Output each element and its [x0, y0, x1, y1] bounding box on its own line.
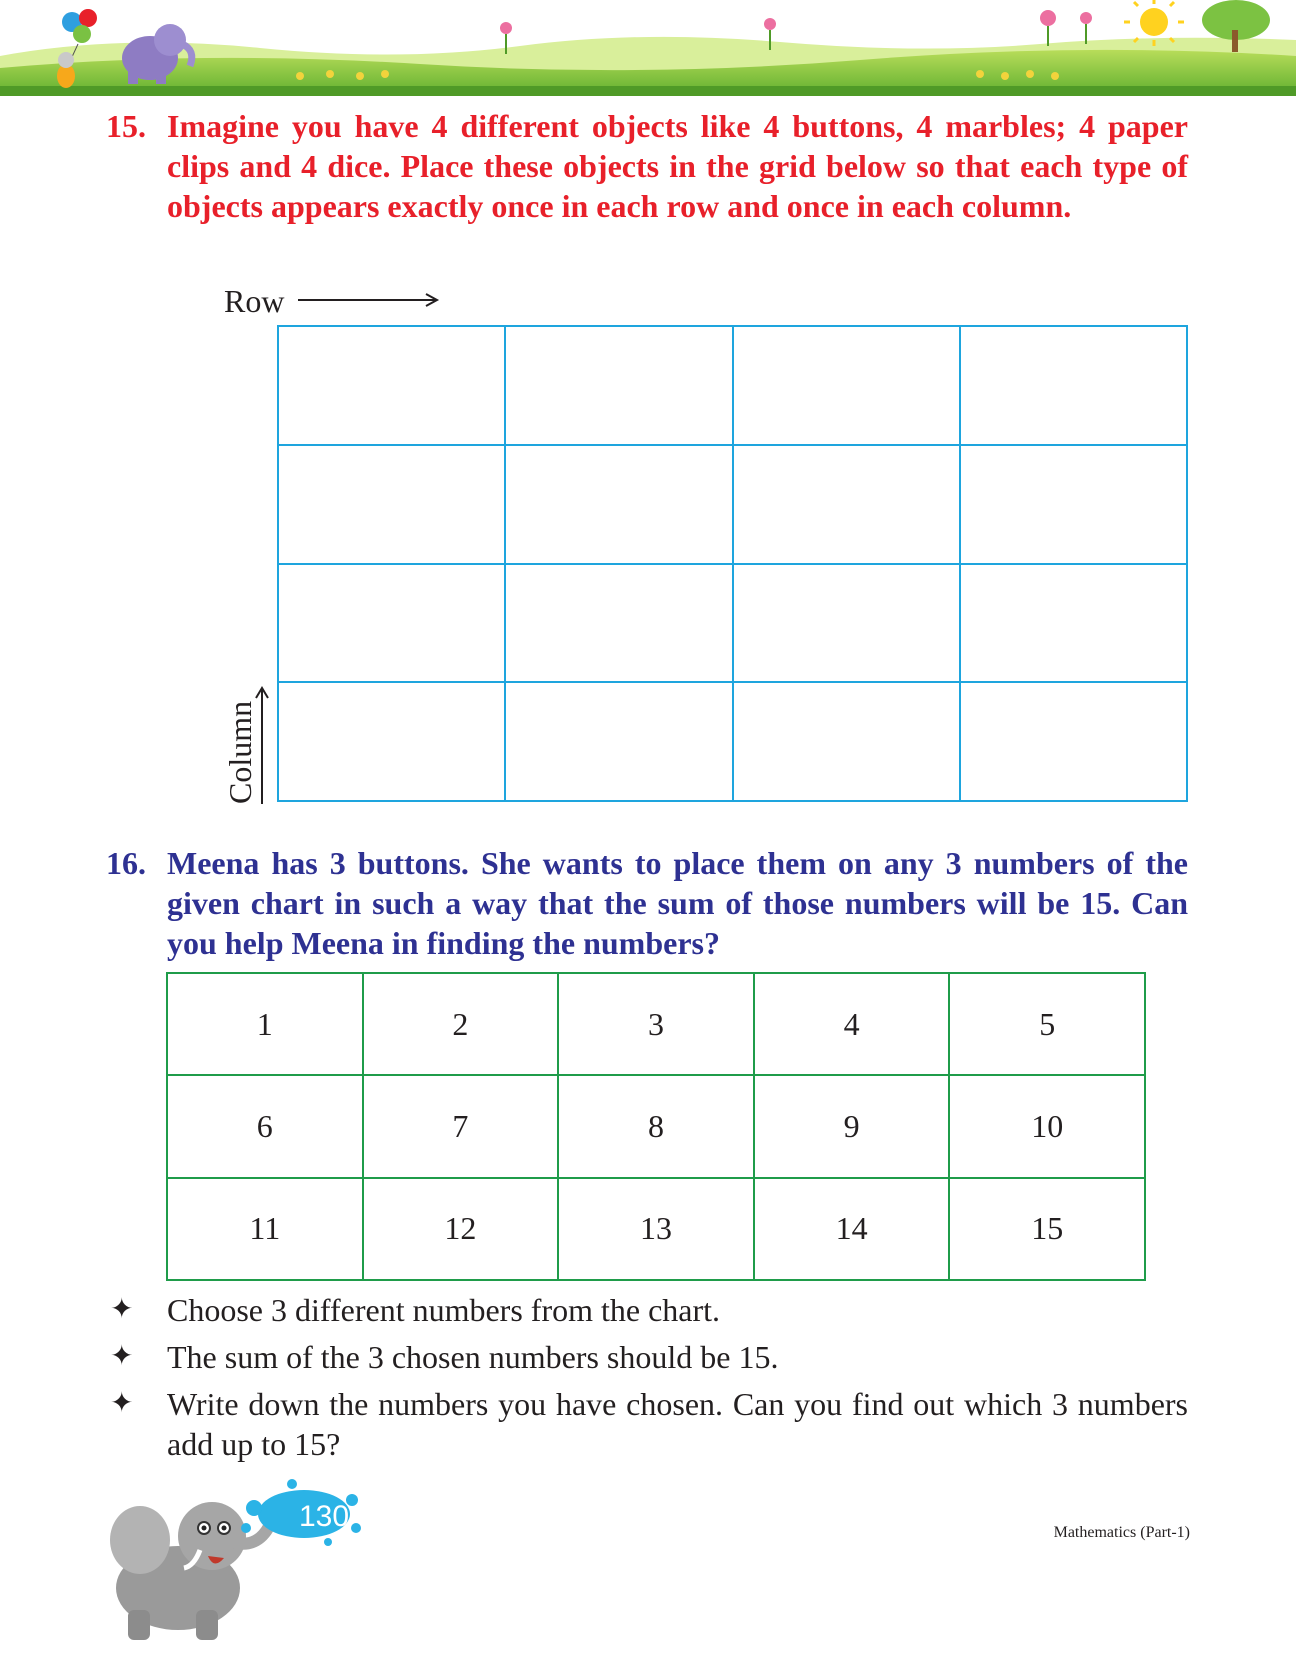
grid-cell[interactable] — [505, 682, 732, 801]
list-item-text: Choose 3 different numbers from the chart. — [167, 1292, 721, 1328]
chart-cell[interactable]: 2 — [363, 973, 559, 1075]
chart-cell[interactable]: 7 — [363, 1075, 559, 1177]
page-number: 130 — [298, 1500, 350, 1533]
grid-cell[interactable] — [960, 445, 1187, 564]
question-16 — [106, 843, 1188, 963]
grid-cell[interactable] — [733, 564, 960, 683]
row-label: Row — [224, 283, 285, 319]
list-item — [106, 1337, 1188, 1377]
list-item-text: Write down the numbers you have chosen. Can you find out which 3 numbers add up to 15? — [167, 1386, 1188, 1462]
chart-row — [167, 1178, 1145, 1280]
question-number: 16. — [106, 845, 146, 881]
grid-cell[interactable] — [733, 445, 960, 564]
chart-cell[interactable]: 9 — [754, 1075, 950, 1177]
chart-cell[interactable]: 15 — [949, 1178, 1145, 1280]
grid-cell[interactable] — [505, 326, 732, 445]
list-item — [106, 1384, 1188, 1464]
grid-cell[interactable] — [278, 326, 505, 445]
chart-row — [167, 1075, 1145, 1177]
column-label: Column — [222, 700, 258, 804]
chart-cell[interactable]: 5 — [949, 973, 1145, 1075]
grid-cell[interactable] — [505, 445, 732, 564]
chart-cell[interactable]: 13 — [558, 1178, 754, 1280]
chart-cell[interactable]: 3 — [558, 973, 754, 1075]
question-text: Imagine you have 4 different objects like 4 buttons, 4 marbles; 4 paper clips and 4 dice. Place these objects in the grid below so that each type of objects appears exactly once in each row and once in each column. — [167, 108, 1188, 224]
question-15 — [106, 106, 1188, 226]
chart-row — [167, 973, 1145, 1075]
instruction-list — [106, 1290, 1188, 1471]
landscape-banner-illustration — [0, 0, 1296, 96]
chart-cell[interactable]: 4 — [754, 973, 950, 1075]
up-arrow-icon — [254, 686, 270, 804]
placement-grid — [277, 325, 1188, 802]
list-item — [106, 1290, 1188, 1330]
grid-cell[interactable] — [960, 564, 1187, 683]
landscape-banner — [0, 0, 1296, 96]
grid-cell[interactable] — [733, 326, 960, 445]
grid-cell[interactable] — [505, 564, 732, 683]
book-title: Mathematics (Part-1) — [1053, 1524, 1190, 1541]
grid-cell[interactable] — [733, 682, 960, 801]
question-number: 15. — [106, 108, 146, 144]
chart-cell[interactable]: 11 — [167, 1178, 363, 1280]
chart-cell[interactable]: 1 — [167, 973, 363, 1075]
chart-cell[interactable]: 6 — [167, 1075, 363, 1177]
right-arrow-icon — [298, 292, 440, 308]
chart-cell[interactable]: 14 — [754, 1178, 950, 1280]
chart-cell[interactable]: 10 — [949, 1075, 1145, 1177]
grid-cell[interactable] — [960, 682, 1187, 801]
star-bullet-icon: ✦ — [110, 1294, 134, 1325]
grid-cell[interactable] — [278, 564, 505, 683]
question-text: Meena has 3 buttons. She wants to place them on any 3 numbers of the given chart in such a way that the sum of those numbers will be 15. Can you help Meena in finding the numbers? — [167, 845, 1188, 961]
grid-cell[interactable] — [960, 326, 1187, 445]
star-bullet-icon: ✦ — [110, 1341, 134, 1372]
number-chart — [166, 972, 1146, 1281]
list-item-text: The sum of the 3 chosen numbers should be 15. — [167, 1339, 779, 1375]
chart-cell[interactable]: 8 — [558, 1075, 754, 1177]
chart-cell[interactable]: 12 — [363, 1178, 559, 1280]
star-bullet-icon: ✦ — [110, 1388, 134, 1419]
grid-cell[interactable] — [278, 682, 505, 801]
grid-cell[interactable] — [278, 445, 505, 564]
